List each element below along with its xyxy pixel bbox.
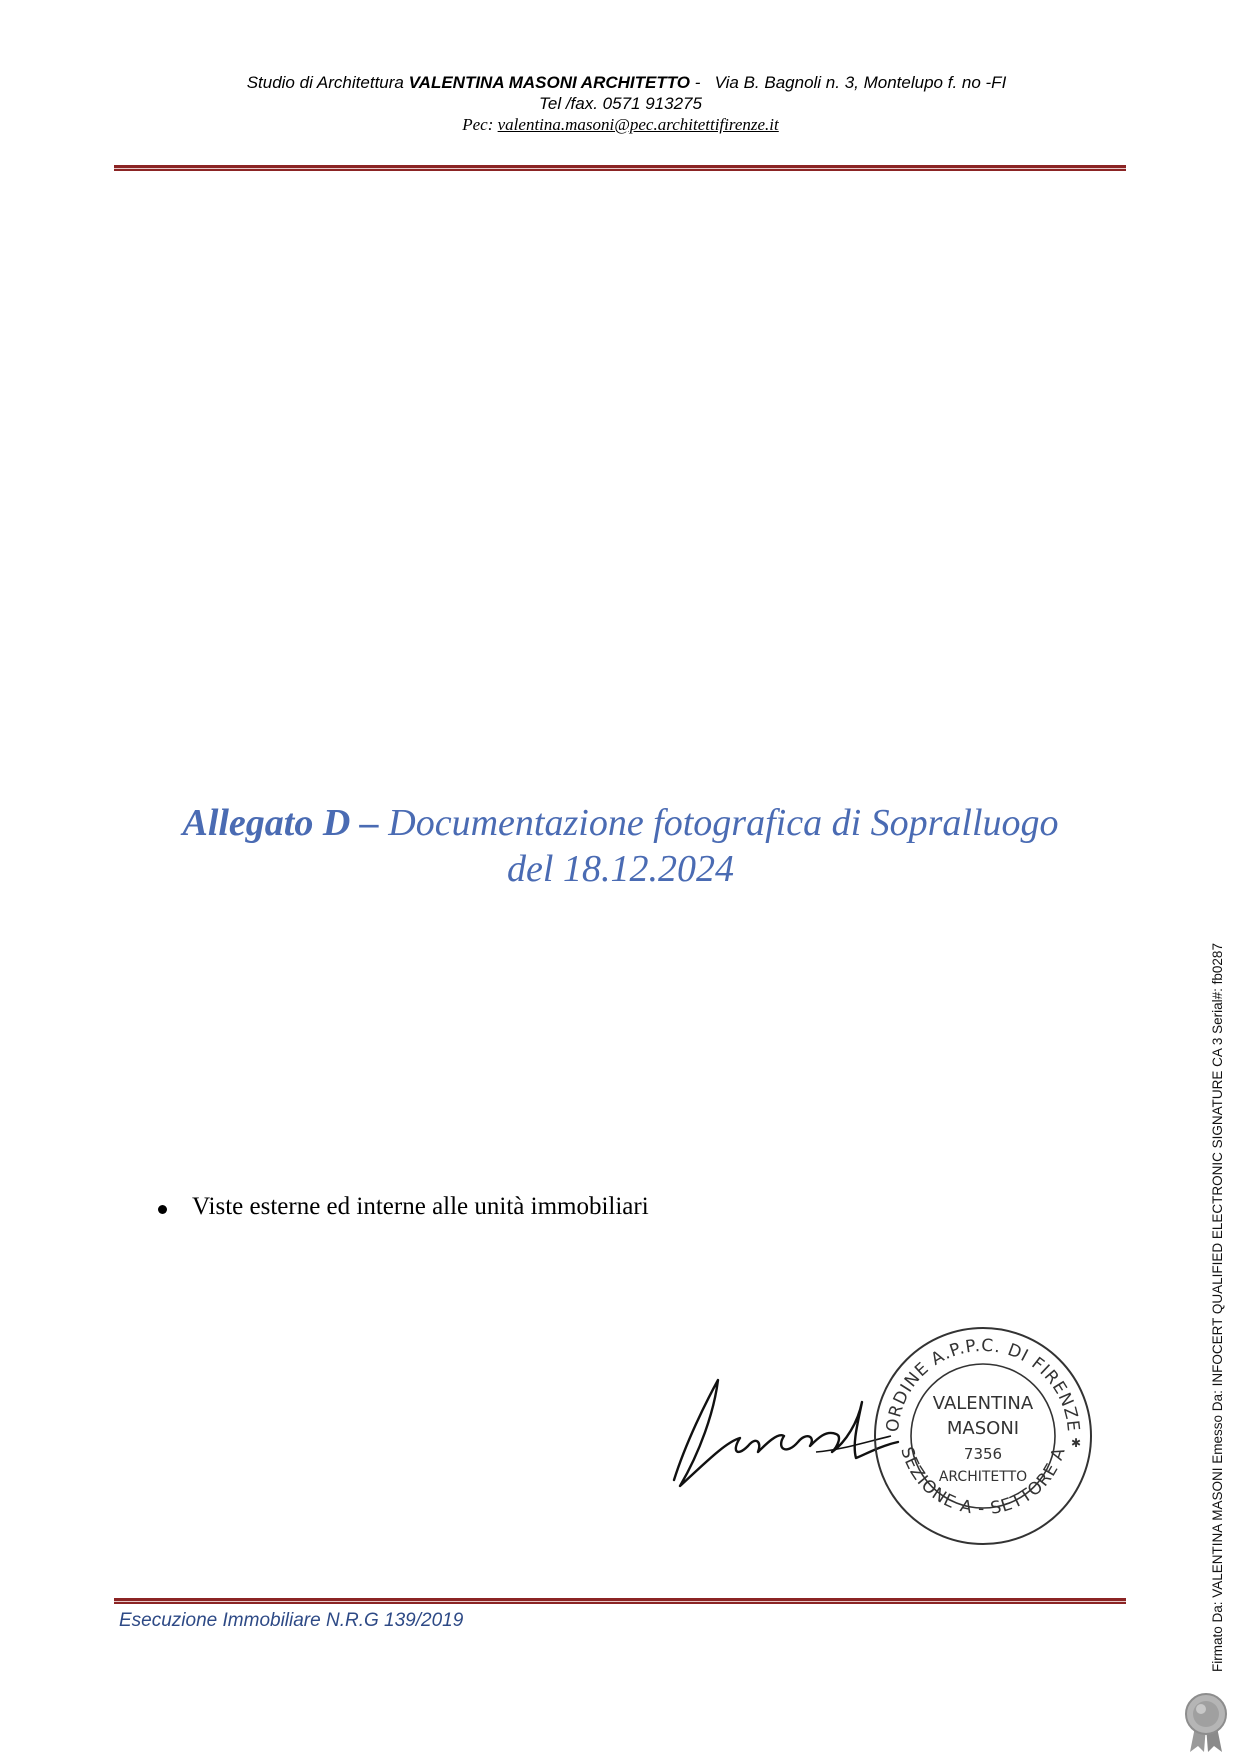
title-line-1 — [0, 800, 1241, 846]
title-bold: Allegato D – — [182, 802, 379, 844]
studio-address: - Via B. Bagnoli n. 3, Montelupo f. no -FI — [690, 73, 1007, 92]
letterhead-pec — [0, 114, 1241, 135]
pec-email-link[interactable]: valentina.masoni@pec.architettifirenze.it — [497, 115, 779, 134]
footer-text: Esecuzione Immobiliare N.R.G 139/2019 — [119, 1610, 464, 1631]
letterhead-phone: Tel /fax. 0571 913275 — [539, 94, 702, 113]
studio-name: VALENTINA MASONI ARCHITETTO — [408, 73, 691, 92]
studio-prefix: Studio di Architettura — [246, 73, 409, 92]
page-title — [0, 800, 1241, 892]
bullet-icon — [158, 1205, 167, 1214]
digital-signature-note: Firmato Da: VALENTINA MASONI Emesso Da: INFOCERT QUALIFIED ELECTRONIC SIGNATURE CA 3 Serial#: fb0287 — [1210, 943, 1225, 1672]
stamp-number: 7356 — [963, 1445, 1003, 1463]
header-divider — [114, 165, 1126, 171]
list-item-text: Viste esterne ed interne alle unità immobiliari — [192, 1193, 649, 1220]
letterhead — [0, 72, 1241, 135]
list-item — [158, 1193, 649, 1221]
stamp-role: ARCHITETTO — [938, 1469, 1028, 1485]
pec-label: Pec: — [462, 115, 498, 134]
stamp-outer-top: ORDINE A.P.P.C. DI FIRENZE — [882, 1335, 1084, 1434]
stamp-star-icon: ✱ — [1070, 1436, 1082, 1450]
title-rest: Documentazione fotografica di Sopralluogo — [378, 802, 1059, 844]
stamp-name-2: MASONI — [946, 1418, 1020, 1439]
certificate-seal-icon — [1182, 1692, 1230, 1754]
professional-stamp — [870, 1323, 1096, 1549]
bullet-list — [158, 1193, 649, 1221]
footer-divider — [114, 1598, 1126, 1604]
stamp-outer-bottom: SEZIONE A - SETTORE A — [896, 1444, 1070, 1520]
title-line-2: del 18.12.2024 — [507, 848, 734, 890]
stamp-name-1: VALENTINA — [932, 1393, 1034, 1414]
letterhead-line-1 — [6, 72, 1241, 93]
